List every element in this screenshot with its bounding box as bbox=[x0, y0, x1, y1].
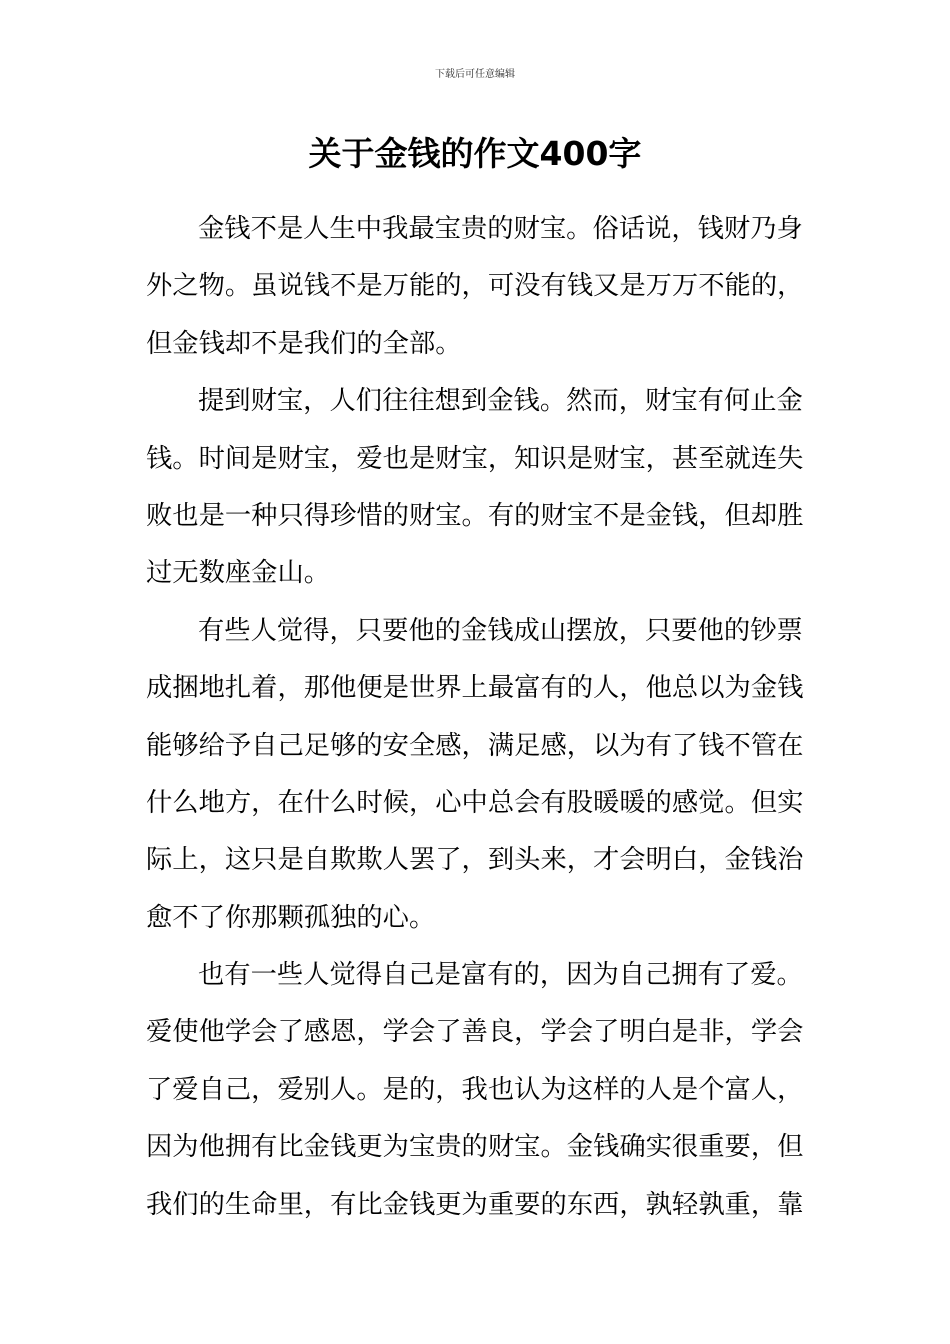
text-line: 了爱自己，爱别人。是的，我也认为这样的人是个富人， bbox=[146, 1074, 804, 1105]
paragraph bbox=[146, 373, 810, 603]
text-line: 成捆地扎着，那他便是世界上最富有的人，他总以为金钱 bbox=[146, 673, 804, 704]
paragraph bbox=[146, 947, 810, 1234]
header-note: 下载后可任意编辑 bbox=[435, 69, 515, 80]
text-line: 际上，这只是自欺欺人罢了，到头来，才会明白，金钱治 bbox=[146, 845, 804, 876]
text-line: 金钱不是人生中我最宝贵的财宝。俗话说，钱财乃身 bbox=[198, 214, 803, 244]
text-line: 什么地方，在什么时候，心中总会有股暖暖的感觉。但实 bbox=[146, 787, 804, 818]
text-line: 爱使他学会了感恩，学会了善良，学会了明白是非，学会 bbox=[146, 1017, 804, 1048]
text-line: 提到财宝，人们往往想到金钱。然而，财宝有何止金 bbox=[198, 386, 803, 417]
text-line: 外之物。虽说钱不是万能的，可没有钱又是万万不能的， bbox=[146, 271, 804, 302]
text-line: 败也是一种只得珍惜的财宝。有的财宝不是金钱，但却胜 bbox=[146, 500, 804, 531]
text-line: 因为他拥有比金钱更为宝贵的财宝。金钱确实很重要，但 bbox=[146, 1132, 804, 1163]
text-line: 钱。时间是财宝，爱也是财宝，知识是财宝，甚至就连失 bbox=[146, 443, 804, 474]
paragraph bbox=[146, 201, 810, 373]
text-line: 但金钱却不是我们的全部。 bbox=[146, 328, 462, 359]
text-line: 过无数座金山。 bbox=[146, 558, 331, 589]
text-line: 愈不了你那颗孤独的心。 bbox=[146, 902, 436, 933]
text-line: 有些人觉得，只要他的金钱成山摆放，只要他的钞票 bbox=[198, 615, 803, 646]
text-line: 我们的生命里，有比金钱更为重要的东西，孰轻孰重，靠 bbox=[146, 1189, 804, 1220]
text-line: 也有一些人觉得自己是富有的，因为自己拥有了爱。 bbox=[198, 960, 803, 991]
document-body bbox=[146, 201, 810, 1234]
paragraph bbox=[146, 603, 810, 947]
document-title: 关于金钱的作文400字 bbox=[308, 134, 642, 173]
text-line: 能够给予自己足够的安全感，满足感，以为有了钱不管在 bbox=[146, 730, 804, 761]
